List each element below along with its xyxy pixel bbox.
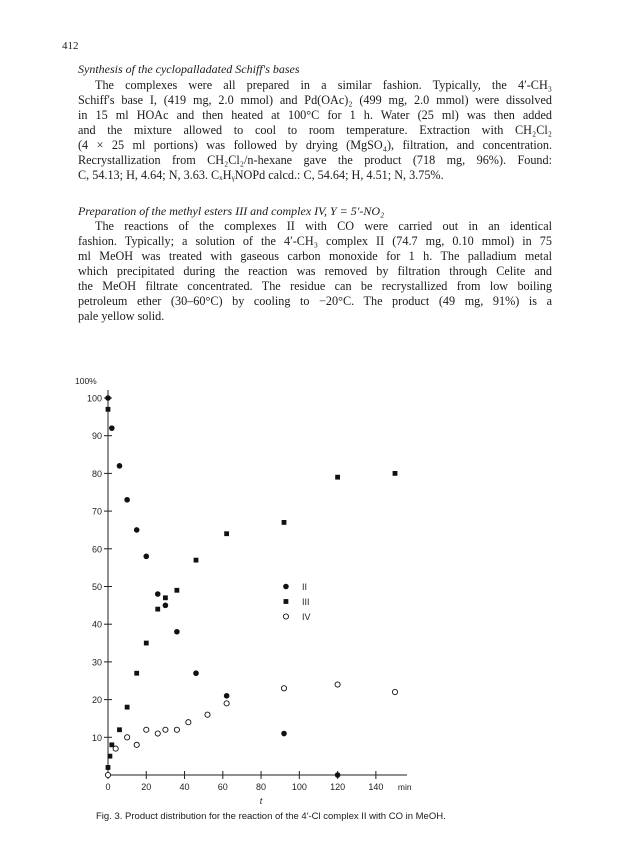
y-tick-label: 70 (91, 506, 102, 517)
data-point-iv (186, 720, 191, 725)
page-number: 412 (62, 40, 79, 52)
x-tick-label: 0 (105, 782, 111, 792)
section-heading-synthesis: Synthesis of the cyclopalladated Schiff's bases (78, 62, 300, 76)
legend-label-ii: II (301, 582, 307, 592)
y-tick-label: 20 (91, 695, 102, 706)
product-distribution-chart (60, 370, 430, 810)
data-point-iv (335, 682, 340, 687)
x-tick-label: 100 (291, 782, 307, 792)
data-point-iii (155, 607, 160, 612)
data-point-iii (163, 595, 168, 600)
paragraph-line: the MeOH filtrate concentrated. The residue can be recrystallized from low boiling (78, 279, 552, 293)
y-tick-label: 90 (91, 431, 102, 442)
data-point-iv (105, 772, 110, 777)
data-point-iv (392, 689, 397, 694)
data-point-iv (113, 746, 118, 751)
data-point-ii (155, 591, 161, 597)
y-tick-label: 60 (91, 544, 102, 555)
y-axis-label: 100% (75, 376, 97, 386)
data-point-iii (335, 475, 340, 480)
data-point-ii (281, 731, 287, 737)
data-point-iv (155, 731, 160, 736)
y-tick-label: 50 (91, 582, 102, 592)
paragraph-line: petroleum ether (30–60°C) by cooling to −20°C. The product (49 mg, 91%) is a (78, 294, 552, 308)
paragraph-line: fashion. Typically; a solution of the 4′-CH₃ complex II (74.7 mg, 0.10 mmol) in 75 (78, 234, 552, 248)
data-point-iv (163, 727, 168, 732)
paragraph-line: The complexes were all prepared in a similar fashion. Typically, the 4′-CH₃ (95, 78, 552, 92)
data-point-ii (163, 603, 169, 609)
paragraph-line: in 15 ml HOAc and then heated at 100°C for 1 h. Water (25 ml) was then added (78, 108, 552, 122)
data-point-iv (134, 742, 139, 747)
paragraph-line: Recrystallization from CH₂Cl₂/n-hexane gave the product (718 mg, 96%). Found: (78, 153, 552, 167)
data-point-ii (134, 527, 140, 533)
data-point-iii (125, 705, 130, 710)
y-tick-label: 40 (91, 619, 102, 630)
data-point-iv (144, 727, 149, 732)
paragraph-line: Schiff's base I, (419 mg, 2.0 mmol) and Pd(OAc)₂ (499 mg, 2.0 mmol) were dissolved (78, 93, 552, 107)
data-point-ii (124, 497, 130, 503)
x-axis-label: t (259, 796, 263, 806)
legend-label-iv: IV (301, 612, 311, 622)
x-tick-label: 120 (330, 782, 346, 792)
paragraph-line: C, 54.13; H, 4.64; N, 3.63. CₓHᵧNOPd calcd.: C, 54.64; H, 4.51; N, 3.75%. (78, 168, 444, 182)
data-point-ii (143, 554, 149, 560)
legend-marker-iv (283, 614, 288, 619)
data-point-iii (108, 754, 113, 759)
data-point-iii (144, 641, 149, 646)
y-tick-label: 100 (86, 393, 102, 404)
data-point-iv (205, 712, 210, 717)
data-point-iii (174, 588, 179, 593)
x-tick-label: 80 (256, 782, 267, 792)
data-point-ii (105, 395, 111, 401)
paragraph-line: ml MeOH was treated with gaseous carbon monoxide for 1 h. The palladium metal (78, 249, 552, 263)
paragraph-line: pale yellow solid. (78, 309, 165, 323)
data-point-iv (174, 727, 179, 732)
legend-label-iii: III (301, 597, 310, 607)
data-point-ii (109, 425, 115, 431)
data-point-iii (282, 520, 287, 525)
y-tick-label: 80 (91, 468, 102, 479)
data-point-ii (117, 463, 123, 469)
data-point-ii (174, 629, 180, 635)
data-point-iii (134, 671, 139, 676)
y-tick-label: 10 (91, 732, 102, 743)
paragraph-line: (4 × 25 ml portions) was followed by drying (MgSO₄), filtration, and concentration. (78, 138, 552, 152)
data-point-iii (393, 471, 398, 476)
data-point-ii (224, 693, 230, 699)
paragraph-line: The reactions of the complexes II with CO were carried out in an identical (95, 219, 552, 233)
data-point-iii (194, 558, 199, 563)
x-tick-label: 20 (141, 782, 152, 792)
data-point-ii (335, 772, 341, 778)
x-axis-unit: min (397, 782, 412, 792)
section-heading-preparation: Preparation of the methyl esters III and complex IV, Y = 5′-NO₂ (78, 204, 385, 218)
data-point-iv (281, 686, 286, 691)
paragraph-line: and the mixture allowed to cool to room temperature. Extraction with CH₂Cl₂ (78, 123, 552, 137)
y-tick-label: 30 (91, 657, 102, 668)
data-point-iv (224, 701, 229, 706)
x-tick-label: 60 (217, 782, 228, 792)
data-point-ii (193, 670, 199, 676)
data-point-iii (117, 727, 122, 732)
figure-caption: Fig. 3. Product distribution for the reaction of the 4′-Cl complex II with CO in MeOH. (96, 811, 446, 822)
x-tick-label: 40 (179, 782, 190, 792)
legend-marker-ii (283, 584, 289, 590)
x-tick-label: 140 (368, 782, 384, 792)
data-point-iii (106, 407, 111, 412)
paragraph-line: which precipitated during the reaction was removed by filtration through Celite and (78, 264, 552, 278)
legend-marker-iii (284, 599, 289, 604)
data-point-iii (106, 765, 111, 770)
data-point-iii (224, 531, 229, 536)
data-point-iv (125, 735, 130, 740)
